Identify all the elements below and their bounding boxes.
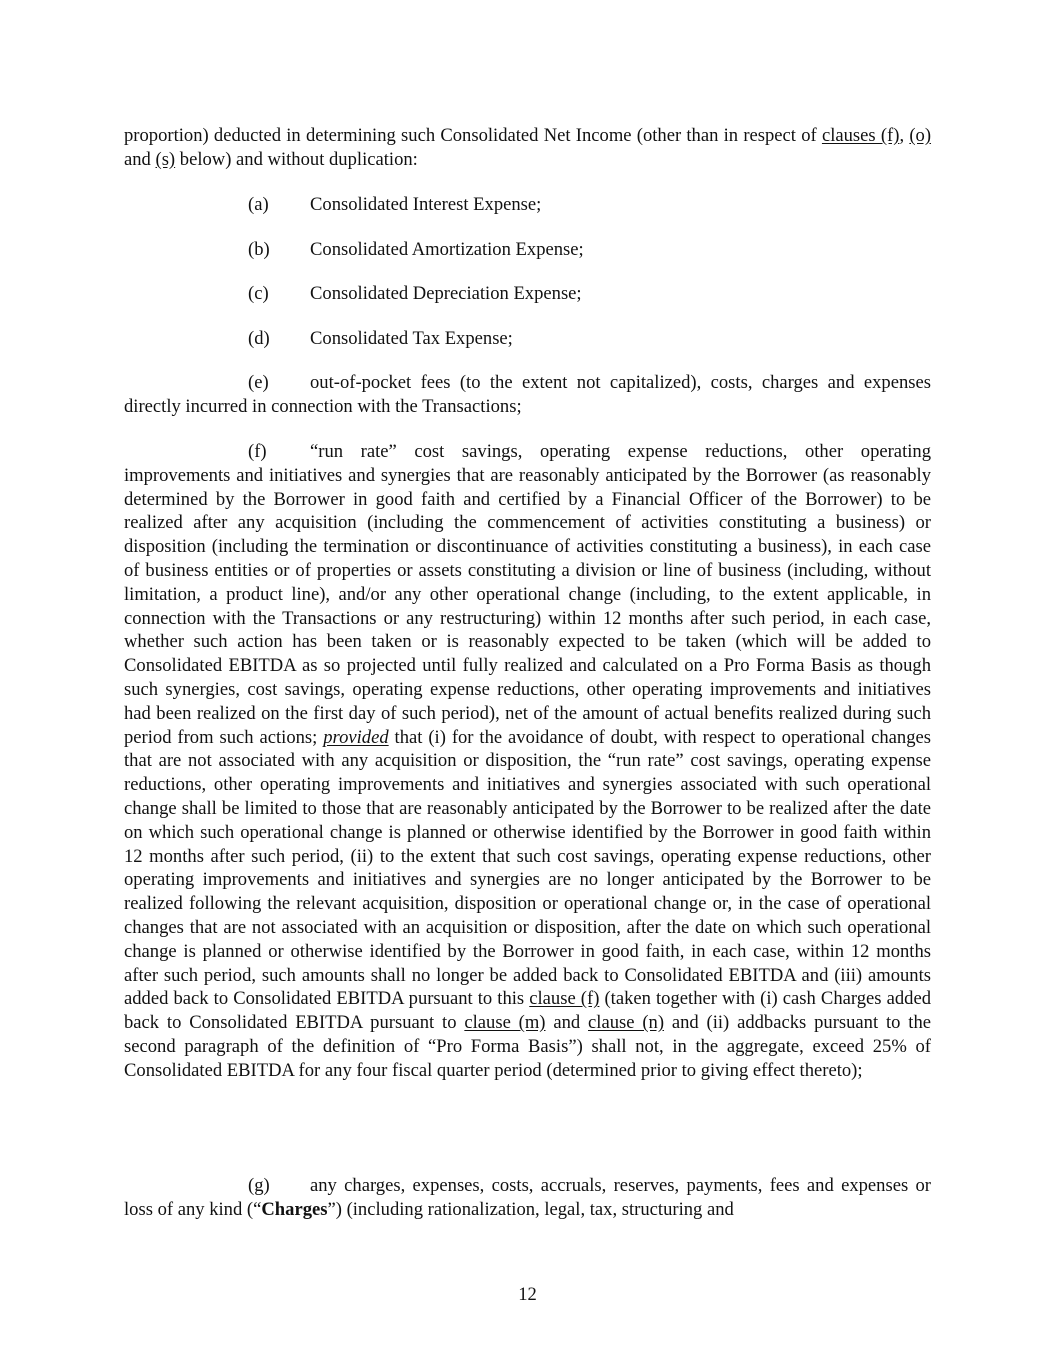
intro-paragraph (124, 124, 931, 172)
clause-f (124, 440, 931, 1083)
clause-b-marker: (b) (248, 239, 270, 260)
clause-d (248, 327, 931, 351)
clause-d-marker: (d) (248, 328, 270, 349)
intro-separator: and (124, 148, 156, 170)
clause-n-reference: clause (n) (588, 1012, 665, 1034)
clause-f-text: and (ii) addbacks pursuant to the second paragraph of the definition of “Pro Forma Basis”) shall not, in the aggregate, exceed 25% of Consolidated EBITDA for any four fiscal quarter period (determined prior to giving effect thereto); (124, 1012, 931, 1081)
clause-f-reference: clause (f) (529, 988, 600, 1010)
clause-a-text: Consolidated Interest Expense; (310, 194, 542, 215)
provided-term: provided (323, 726, 389, 748)
clause-f-reference: clauses (f) (821, 125, 900, 146)
clause-c-text: Consolidated Depreciation Expense; (310, 283, 582, 304)
clause-a (248, 193, 931, 217)
intro-separator: , (899, 125, 910, 146)
clause-e-text: out-of-pocket fees (to the extent not capitalized), costs, charges and expenses directly incurred in connection with the Transactions; (124, 372, 931, 417)
clause-b (248, 238, 931, 262)
clause-s-reference: (s) (155, 148, 176, 170)
clause-g-text: any charges, expenses, costs, accruals, reserves, payments, fees and expenses or loss of any kind (“ (124, 1175, 931, 1220)
clause-g (124, 1174, 931, 1222)
clause-o-reference: (o) (909, 125, 932, 146)
clause-g-text: ”) (including rationalization, legal, tax, structuring and (327, 1198, 734, 1220)
clause-f-text: (taken together with (i) cash Charges added back to Consolidated EBITDA pursuant to (124, 988, 931, 1034)
clause-e-marker: (e) (248, 372, 269, 393)
intro-text: below) and without duplication: (175, 148, 418, 170)
clause-f-text: and (545, 1012, 589, 1034)
intro-text: proportion) deducted in determining such Consolidated Net Income (other than in respect of (124, 125, 822, 146)
clause-f-marker: (f) (248, 441, 267, 462)
clause-b-text: Consolidated Amortization Expense; (310, 239, 584, 260)
clause-a-marker: (a) (248, 194, 269, 215)
clause-f-text: “run rate” cost savings, operating expense reductions, other operating improvements and initiatives and synergies that are reasonably anticipated by the Borrower (as reasonably determined by the Borrower in good faith and certified by a Financial Officer of the Borrower) to be realized after any acquisition (including the commencement of activities constituting a business) or disposition (including the termination or discontinuance of activities constituting a business), in each case of business entities or of properties or assets constituting a division or line of business (including, without limitation, a product line), and/or any other operational change (including, to the extent applicable, in connection with the Transactions or any restructuring) within 12 months after such period, in each case, whether such action has been taken or is reasonably expected to be taken (which will be added to Consolidated EBITDA as so projected until fully realized and calculated on a Pro Forma Basis as though such synergies, cost savings, operating expense reductions, other operating improvements and initiatives had been realized on the first day of such period), net of the amount of actual benefits realized during such period from such actions; (124, 441, 931, 748)
charges-defined-term: Charges (261, 1198, 328, 1220)
clause-g-marker: (g) (248, 1175, 270, 1196)
page-number: 12 (518, 1284, 537, 1305)
clause-c-marker: (c) (248, 283, 269, 304)
clause-e (124, 371, 931, 419)
clause-f-text: that (i) for the avoidance of doubt, with respect to operational changes that are not associated with any acquisition or disposition, the “run rate” cost savings, operating expense reductions, other operating improvements and initiatives and synergies associated with such operational change shall be limited to those that are reasonably anticipated by the Borrower to be realized after the date on which such operational change is planned or otherwise identified by the Borrower in good faith within 12 months after such period, (ii) to the extent that such cost savings, operating expense reductions, other operating improvements and initiatives and synergies are no longer anticipated by the Borrower to be realized following the relevant acquisition, disposition or operational change or, in the case of operational changes that are not associated with an acquisition or disposition, after the date on which such operational change is planned or otherwise identified by the Borrower in good faith, in each case, within 12 months after such period, such amounts shall no longer be added back to Consolidated EBITDA and (iii) amounts added back to Consolidated EBITDA pursuant to this (124, 726, 932, 1010)
clause-d-text: Consolidated Tax Expense; (310, 328, 513, 349)
clause-m-reference: clause (m) (464, 1012, 546, 1034)
clause-c (248, 282, 931, 306)
